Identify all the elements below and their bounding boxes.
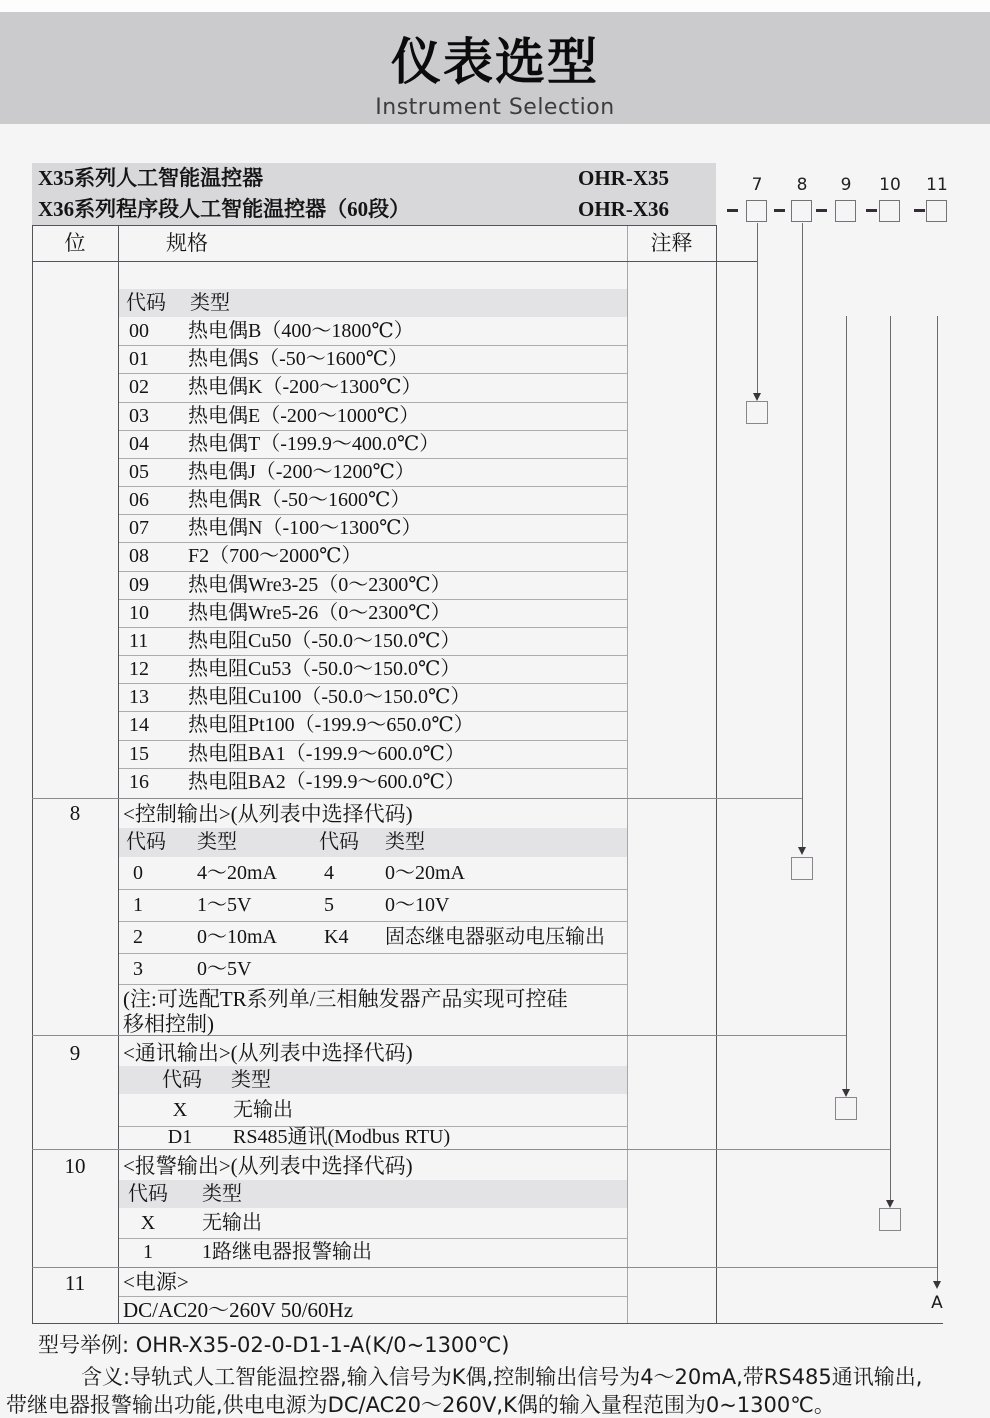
table-row xyxy=(119,486,627,514)
row-separator xyxy=(119,458,627,459)
row-code: 03 xyxy=(129,405,149,427)
row-separator xyxy=(119,430,627,431)
row-code: 08 xyxy=(129,545,149,567)
table-row xyxy=(119,1238,627,1266)
section-title-alarm: <报警输出>(从列表中选择代码) xyxy=(123,1154,413,1178)
row-type: 热电偶N（-100～1300℃） xyxy=(188,517,422,539)
section-border-8 xyxy=(32,798,802,799)
subheader-code: 代码 xyxy=(128,1183,168,1205)
table-border-right xyxy=(716,225,717,1324)
row-code: 12 xyxy=(129,658,149,680)
dash-separator xyxy=(727,209,738,212)
col-header-pos: 位 xyxy=(64,231,86,255)
row-separator xyxy=(119,542,627,543)
top-strip xyxy=(0,0,990,12)
product-name: X36系列程序段人工智能温控器（60段） xyxy=(38,197,411,221)
position-label-8: 8 xyxy=(69,801,81,825)
row-type: 0～10V xyxy=(385,894,450,916)
row-type: 1～5V xyxy=(197,894,252,916)
arrow-down-icon xyxy=(753,393,761,401)
answer-box-9 xyxy=(835,1097,857,1120)
dash-separator xyxy=(816,209,827,212)
row-code: 07 xyxy=(129,517,149,539)
row-separator xyxy=(119,683,627,684)
row-type: RS485通讯(Modbus RTU) xyxy=(233,1126,451,1148)
digit-label-7: 7 xyxy=(751,175,763,195)
answer-box-7 xyxy=(746,401,768,424)
product-model: OHR-X35 xyxy=(578,166,669,190)
meaning-line: 带继电器报警输出功能,供电电源为DC/AC20～260V,K偶的输入量程范围为0~1300℃。 xyxy=(6,1393,835,1417)
section-title-power: <电源> xyxy=(123,1270,189,1294)
row-type: 热电阻Cu53（-50.0～150.0℃） xyxy=(188,658,461,680)
page-subtitle: Instrument Selection xyxy=(375,95,615,120)
control-subheader-bar xyxy=(119,828,627,857)
table-header-border xyxy=(32,261,757,262)
row-separator xyxy=(119,953,627,954)
row-separator xyxy=(119,571,627,572)
dash-separator xyxy=(866,209,877,212)
row-type: 热电偶J（-200～1200℃） xyxy=(188,461,415,483)
row-code: 01 xyxy=(129,348,149,370)
product-header xyxy=(32,163,716,225)
product-row xyxy=(32,194,716,225)
table-row xyxy=(119,542,627,570)
table-row xyxy=(119,740,627,768)
subheader-code: 代码 xyxy=(319,831,359,853)
row-code: 4 xyxy=(324,862,334,884)
row-code: 05 xyxy=(129,461,149,483)
digit-box-8 xyxy=(791,200,812,222)
connector-line-11 xyxy=(937,316,938,1283)
row-code: 16 xyxy=(129,771,149,793)
row-type: F2（700～2000℃） xyxy=(188,545,362,567)
row-type: 热电阻BA2（-199.9～600.0℃） xyxy=(188,771,465,793)
meaning-line: 含义:导轨式人工智能温控器,输入信号为K偶,控制输出信号为4～20mA,带RS485通讯输出, xyxy=(81,1365,923,1389)
table-row xyxy=(119,571,627,599)
row-separator xyxy=(119,655,627,656)
power-value: DC/AC20～260V 50/60Hz xyxy=(123,1298,354,1322)
table-row xyxy=(119,458,627,486)
input-subheader-bar xyxy=(119,289,627,317)
subheader-type: 类型 xyxy=(190,292,230,314)
col-header-spec: 规格 xyxy=(166,231,208,255)
alarm-subheader-bar xyxy=(119,1180,627,1208)
subheader-code: 代码 xyxy=(126,831,166,853)
table-divider-note xyxy=(627,225,628,1324)
product-row xyxy=(32,163,716,194)
product-name: X35系列人工智能温控器 xyxy=(38,166,264,190)
row-code: X xyxy=(140,1212,156,1234)
product-model: OHR-X36 xyxy=(578,197,669,221)
table-row xyxy=(119,683,627,711)
subheader-code: 代码 xyxy=(126,292,166,314)
digit-box-9 xyxy=(835,200,856,222)
row-type: 4～20mA xyxy=(197,862,277,884)
arrow-down-icon xyxy=(842,1089,850,1097)
table-row xyxy=(119,317,627,345)
dash-separator xyxy=(774,209,785,212)
row-type: 热电阻Cu50（-50.0～150.0℃） xyxy=(188,630,461,652)
table-row xyxy=(119,627,627,655)
row-type: 热电偶K（-200～1300℃） xyxy=(188,376,422,398)
digit-label-10: 10 xyxy=(879,175,901,195)
control-note-line: 移相控制) xyxy=(123,1012,214,1036)
page-title: 仪表选型 xyxy=(391,33,599,91)
row-type: 热电偶E（-200～1000℃） xyxy=(188,405,420,427)
table-row xyxy=(119,514,627,542)
col-header-note: 注释 xyxy=(650,231,693,255)
section-title-control: <控制输出>(从列表中选择代码) xyxy=(123,802,413,826)
row-code: 04 xyxy=(129,433,149,455)
row-code: 15 xyxy=(129,743,149,765)
row-code: 00 xyxy=(129,320,149,342)
table-border-top xyxy=(32,225,716,226)
row-code: 1 xyxy=(133,894,143,916)
subheader-type: 类型 xyxy=(385,831,425,853)
section-title-comm: <通讯输出>(从列表中选择代码) xyxy=(123,1041,413,1065)
table-row xyxy=(119,345,627,373)
table-row xyxy=(119,402,627,430)
row-type: 热电阻BA1（-199.9～600.0℃） xyxy=(188,743,465,765)
connector-line-9 xyxy=(846,316,847,1091)
digit-box-11 xyxy=(926,200,947,222)
row-separator xyxy=(119,921,627,922)
subheader-type: 类型 xyxy=(202,1183,242,1205)
row-code: 3 xyxy=(133,958,143,980)
table-row xyxy=(119,1094,627,1126)
row-type: 热电阻Pt100（-199.9～650.0℃） xyxy=(188,714,474,736)
section-border-10 xyxy=(32,1149,890,1150)
digit-label-8: 8 xyxy=(796,175,808,195)
row-type: 0～5V xyxy=(197,958,252,980)
subheader-type: 类型 xyxy=(197,831,237,853)
answer-box-10 xyxy=(879,1208,901,1231)
row-type: 热电偶R（-50～1600℃） xyxy=(188,489,411,511)
row-separator xyxy=(119,984,627,985)
table-row xyxy=(119,599,627,627)
section-border-11 xyxy=(32,1267,937,1268)
table-row xyxy=(119,1208,627,1238)
table-row xyxy=(119,857,627,889)
comm-subheader-bar xyxy=(119,1066,627,1094)
row-code: K4 xyxy=(324,926,349,948)
row-separator xyxy=(119,402,627,403)
table-row xyxy=(119,430,627,458)
row-code: 02 xyxy=(129,376,149,398)
row-separator xyxy=(119,627,627,628)
table-row xyxy=(119,889,627,921)
table-row xyxy=(119,768,627,796)
row-code: D1 xyxy=(167,1126,193,1148)
row-code: 2 xyxy=(133,926,143,948)
answer-box-8 xyxy=(791,857,813,880)
row-code: 0 xyxy=(133,862,143,884)
title-banner xyxy=(0,12,990,124)
row-code: X xyxy=(172,1099,188,1121)
row-separator xyxy=(119,599,627,600)
row-type: 热电偶B（400～1800℃） xyxy=(188,320,414,342)
arrow-down-icon xyxy=(798,847,806,855)
subheader-type: 类型 xyxy=(231,1069,271,1091)
row-type: 无输出 xyxy=(202,1212,262,1234)
table-border-bottom xyxy=(32,1323,943,1324)
row-code: 5 xyxy=(324,894,334,916)
table-row xyxy=(119,953,627,985)
row-type: 热电阻Cu100（-50.0～150.0℃） xyxy=(188,686,471,708)
answer-letter-a: A xyxy=(931,1293,943,1313)
table-row xyxy=(119,921,627,953)
table-row xyxy=(119,373,627,401)
row-code: 14 xyxy=(129,714,149,736)
connector-line-8 xyxy=(802,223,803,849)
row-separator xyxy=(119,768,627,769)
table-row xyxy=(119,711,627,739)
subheader-code: 代码 xyxy=(162,1069,202,1091)
arrow-down-icon xyxy=(933,1281,941,1289)
digit-label-9: 9 xyxy=(840,175,852,195)
digit-box-7 xyxy=(746,200,767,222)
position-label-9: 9 xyxy=(69,1041,81,1065)
row-type: 无输出 xyxy=(233,1099,293,1121)
row-separator xyxy=(119,889,627,890)
row-separator xyxy=(119,486,627,487)
table-row xyxy=(119,1126,627,1149)
row-separator xyxy=(119,711,627,712)
control-note-line: (注:可选配TR系列单/三相触发器产品实现可控硅 xyxy=(123,987,568,1011)
arrow-down-icon xyxy=(886,1200,894,1208)
dash-separator xyxy=(914,209,925,212)
digit-label-11: 11 xyxy=(926,175,948,195)
row-code: 11 xyxy=(129,630,149,652)
row-type: 固态继电器驱动电压输出 xyxy=(385,926,605,948)
table-row xyxy=(119,655,627,683)
row-type: 1路继电器报警输出 xyxy=(202,1241,372,1263)
row-code: 13 xyxy=(129,686,149,708)
row-code: 06 xyxy=(129,489,149,511)
row-code: 1 xyxy=(143,1241,153,1263)
connector-line-7 xyxy=(757,223,758,395)
row-separator xyxy=(119,740,627,741)
connector-line-10 xyxy=(890,316,891,1202)
position-label-10: 10 xyxy=(64,1154,86,1178)
row-type: 0～10mA xyxy=(197,926,277,948)
position-label-11: 11 xyxy=(64,1271,86,1295)
row-code: 10 xyxy=(129,602,149,624)
row-separator xyxy=(119,345,627,346)
row-type: 热电偶S（-50～1600℃） xyxy=(188,348,409,370)
model-example: 型号举例: OHR-X35-02-0-D1-1-A(K/0~1300℃) xyxy=(38,1333,510,1357)
row-code: 09 xyxy=(129,574,149,596)
row-separator xyxy=(119,373,627,374)
row-type: 热电偶Wre5-26（0～2300℃） xyxy=(188,602,451,624)
row-type: 0～20mA xyxy=(385,862,465,884)
row-type: 热电偶T（-199.9～400.0℃） xyxy=(188,433,440,455)
row-type: 热电偶Wre3-25（0～2300℃） xyxy=(188,574,451,596)
row-separator xyxy=(119,514,627,515)
digit-box-10 xyxy=(879,200,900,222)
